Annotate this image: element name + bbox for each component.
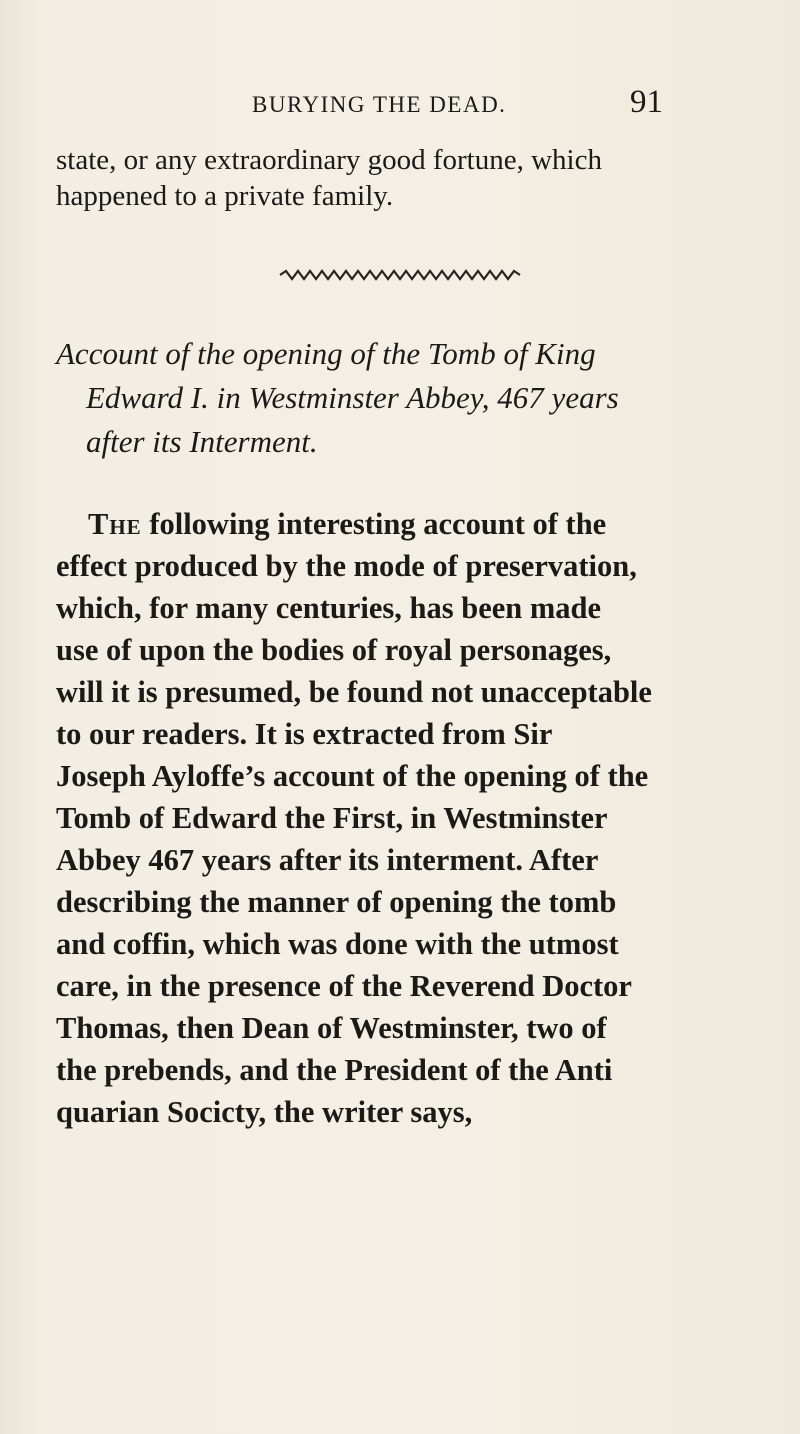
body-line: care, in the presence of the Reverend Doctor	[56, 969, 632, 1003]
running-title: BURYING THE DEAD.	[252, 92, 507, 117]
body-line: the prebends, and the President of the Anti	[56, 1053, 613, 1087]
body-line: which, for many centuries, has been made	[56, 591, 602, 625]
ornament-chain	[280, 271, 520, 279]
rule-ornament	[278, 268, 522, 282]
first-line-rest: following interesting account of the	[141, 507, 607, 541]
heading-line: Edward I. in Westminster Abbey, 467 years	[86, 380, 619, 415]
body-line: to our readers. It is extracted from Sir	[56, 717, 553, 751]
body-line: Tomb of Edward the First, in Westminster	[56, 801, 608, 835]
body-line: Abbey 467 years after its interment. After	[56, 843, 599, 877]
body-first-line	[88, 506, 606, 542]
body-line: and coffin, which was done with the utmost	[56, 927, 619, 961]
body-line: quarian Socicty, the writer says,	[56, 1095, 473, 1129]
body-line: describing the manner of opening the tomb	[56, 885, 617, 919]
running-head	[0, 84, 800, 128]
heading-line: after its Interment.	[86, 424, 318, 459]
first-word: The	[88, 507, 142, 541]
body-line: use of upon the bodies of royal personages,	[56, 633, 612, 667]
opening-line: happened to a private family.	[56, 180, 394, 212]
body-line: effect produced by the mode of preservation,	[56, 549, 637, 583]
body-line: will it is presumed, be found not unacceptable	[56, 675, 652, 709]
body-line: Joseph Ayloffe’s account of the opening of the	[56, 759, 649, 793]
body-line: Thomas, then Dean of Westminster, two of	[56, 1011, 607, 1045]
heading-line: Account of the opening of the Tomb of King	[56, 336, 596, 371]
page-number: 91	[630, 84, 663, 120]
opening-line: state, or any extraordinary good fortune, which	[56, 144, 602, 176]
